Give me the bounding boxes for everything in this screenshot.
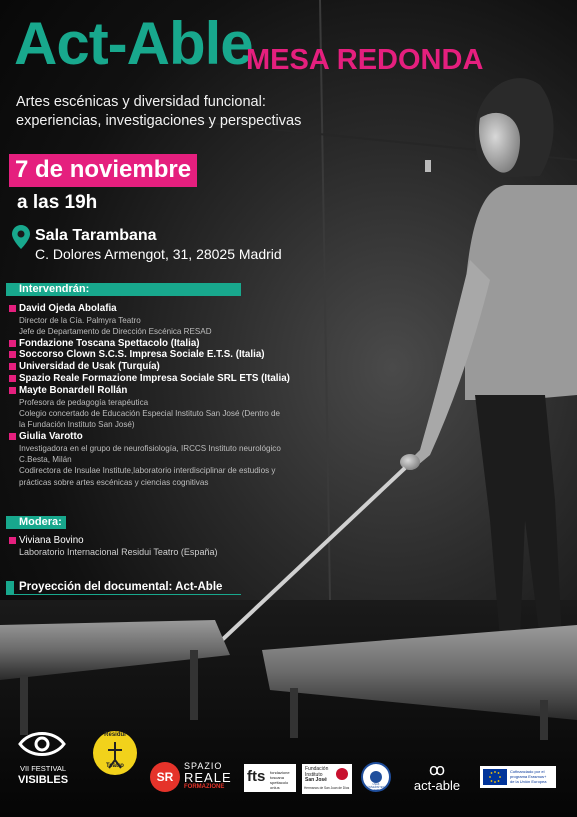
visibles-label-2: VISIBLES	[17, 774, 69, 786]
eu-line-3: de la Unión Europea	[510, 779, 547, 784]
venue-name: Sala Tarambana	[35, 227, 157, 244]
fundacion-line-4: Hermanos de San Juan de Dios	[304, 786, 350, 790]
moderator-list	[9, 535, 309, 558]
fts-text: fondazione toscana spettacolo onlus	[270, 770, 290, 790]
usak-university-logo	[361, 762, 391, 792]
eu-line-1: Cofinanciado por el	[510, 769, 545, 774]
date-badge: 7 de noviembre	[9, 154, 197, 187]
speaker-detail: Codirectora de Insulae Institute,laboratorio interdisciplinar de estudios y	[19, 466, 276, 476]
usak-emblem	[370, 771, 382, 783]
speaker-item: Fondazione Toscana Spettacolo (Italia)	[9, 338, 309, 350]
speaker-item: Giulia Varotto	[9, 431, 309, 443]
speakers-heading: Intervendrán:	[19, 283, 90, 295]
event-type: MESA REDONDA	[246, 44, 484, 76]
act-able-label: act-able	[413, 778, 461, 793]
screening-underline	[6, 594, 241, 595]
spazio-label-3: FORMAZIONE	[184, 784, 225, 790]
bullet-marker	[9, 363, 16, 370]
description-line-1: Artes escénicas y diversidad funcional:	[16, 94, 266, 110]
bullet-marker	[9, 340, 16, 347]
wall-fixture	[425, 160, 431, 172]
fts-mark: fts	[247, 768, 266, 785]
residui-label-top: Residui	[104, 732, 126, 738]
speaker-item: Mayte Bonardell Rollán	[9, 385, 309, 397]
speaker-detail: C.Besta, Milán	[19, 455, 72, 465]
speaker-detail: la Fundación Instituto San José)	[19, 420, 135, 430]
event-title: Act-Able	[14, 10, 253, 77]
screening-marker	[6, 581, 14, 594]
speaker-item: Universidad de Usak (Turquía)	[9, 361, 309, 373]
speaker-item: Spazio Reale Formazione Impresa Sociale SRL ETS (Italia)	[9, 373, 309, 385]
speaker-detail: Jefe de Departamento de Dirección Escénica RESAD	[19, 327, 212, 337]
moderator-item: Viviana Bovino	[9, 535, 309, 547]
bullet-marker	[9, 375, 16, 382]
speaker-detail: Director de la Cía. Palmyra Teatro	[19, 315, 141, 325]
act-able-icon: ꝏ	[428, 762, 446, 779]
erasmus-eu-logo	[480, 766, 556, 788]
visibles-label-1: VII FESTIVAL	[19, 764, 67, 773]
bullet-marker	[9, 351, 16, 358]
eu-line-2: programa Erasmus+	[510, 774, 547, 779]
event-description	[16, 93, 336, 131]
spazio-label-1: SPAZIO	[184, 761, 223, 771]
speaker-item: Soccorso Clown S.C.S. Impresa Sociale E.T.S. (Italia)	[9, 349, 309, 361]
fundacion-line-2: Instituto	[305, 771, 323, 778]
bullet-marker	[9, 433, 16, 440]
fundacion-line-1: Fundación	[305, 766, 329, 772]
speakers-list	[9, 303, 309, 488]
bullet-marker	[9, 537, 16, 544]
bullet-marker	[9, 305, 16, 312]
location-pin-icon	[12, 225, 30, 249]
moderator-detail: Laboratorio Internacional Residui Teatro (España)	[19, 546, 218, 557]
sponsor-logos	[0, 722, 577, 817]
description-line-2: experiencias, investigaciones y perspectivas	[16, 113, 302, 129]
speaker-detail: Colegio concertado de Educación Especial Instituto San José (Dentro de	[19, 409, 280, 418]
bullet-marker	[9, 387, 16, 394]
spazio-reale-mark: SR	[150, 762, 180, 792]
speaker-detail: prácticas sobre artes escénicas y ciencias cognitivas	[19, 477, 209, 487]
screening-label: Proyección del documental: Act-Able	[19, 581, 223, 593]
fts-logo	[244, 764, 296, 792]
speaker-item: David Ojeda Abolafia	[9, 303, 309, 315]
event-time: a las 19h	[17, 192, 98, 213]
speaker-detail: Profesora de pedagogía terapéutica	[19, 397, 149, 407]
fundacion-emblem	[336, 768, 348, 780]
fundacion-line-3: San José	[305, 777, 327, 783]
moderator-heading: Modera:	[19, 516, 62, 528]
usak-text: UŞAK ÜNİVERSİTESİ 2006	[366, 783, 386, 792]
speaker-detail: Investigadora en el grupo de neurofisiología, IRCCS Instituto neurológico	[19, 443, 281, 453]
residui-label-bottom: Teatro	[106, 763, 124, 769]
spazio-label-2: REALE	[184, 770, 232, 785]
venue-address: C. Dolores Armengot, 31, 28025 Madrid	[35, 246, 282, 262]
eu-flag-icon	[483, 769, 507, 785]
fundacion-san-jose-logo	[302, 764, 352, 794]
visibles-eye-icon	[18, 728, 66, 760]
